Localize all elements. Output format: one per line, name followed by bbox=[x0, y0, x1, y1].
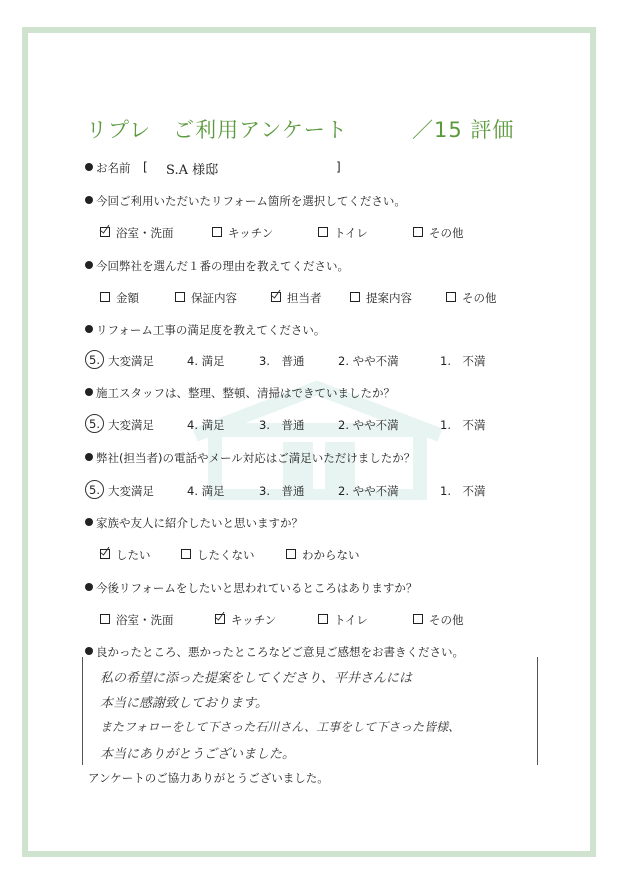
question-satisfaction: リフォーム工事の満足度を教えてください。 bbox=[85, 322, 325, 338]
q4-rating-5[interactable]: 5. bbox=[89, 417, 100, 431]
checkbox[interactable] bbox=[175, 292, 185, 302]
question-recommend: 家族や友人に紹介したいと思いますか？ bbox=[85, 515, 303, 531]
q2-option-proposal[interactable]: 提案内容 bbox=[350, 290, 412, 306]
q1-option-other[interactable]: その他 bbox=[413, 225, 464, 241]
comment-line-1: 私の希望に添った提案をしてくださり、平井さんには bbox=[100, 671, 413, 686]
q7-option-other[interactable]: その他 bbox=[413, 612, 464, 628]
q5-rating-3[interactable]: 3. 普通 bbox=[259, 484, 305, 498]
comment-line-4: 本当にありがとうございました。 bbox=[100, 747, 296, 762]
q5-rating-5[interactable]: 5. bbox=[89, 483, 100, 497]
q5-rating-5-label[interactable]: 大変満足 bbox=[108, 484, 154, 498]
q3-rating-4[interactable]: 4. 満足 bbox=[187, 354, 225, 368]
q5-rating-4[interactable]: 4. 満足 bbox=[187, 484, 225, 498]
q6-option-no[interactable]: したくない bbox=[181, 547, 255, 563]
name-close-bracket: ] bbox=[336, 160, 341, 174]
q1-option-toilet[interactable]: トイレ bbox=[318, 225, 368, 241]
q3-rating-2[interactable]: 2. やや不満 bbox=[338, 354, 399, 368]
name-question: お名前 bbox=[85, 160, 131, 176]
q4-rating-3[interactable]: 3. 普通 bbox=[259, 418, 305, 432]
q5-rating-2[interactable]: 2. やや不満 bbox=[338, 484, 399, 498]
checkbox[interactable] bbox=[286, 549, 296, 559]
title-main: リプレ ご利用アンケート bbox=[86, 118, 348, 142]
checkbox[interactable] bbox=[100, 292, 110, 302]
checkbox[interactable] bbox=[271, 292, 281, 302]
title-score: ／15 評価 bbox=[412, 118, 515, 142]
question-reason: 今回弊社を選んだ１番の理由を教えてください。 bbox=[85, 258, 349, 274]
question-communication: 弊社(担当者)の電話やメール対応はご満足いただけましたか？ bbox=[85, 450, 415, 466]
question-comments: 良かったところ、悪かったところなどご意見ご感想をお書きください。 bbox=[85, 644, 464, 660]
checkbox[interactable] bbox=[100, 227, 110, 237]
q5-rating-1[interactable]: 1. 不満 bbox=[440, 484, 486, 498]
checkbox[interactable] bbox=[181, 549, 191, 559]
survey-title bbox=[86, 114, 515, 144]
q6-option-unsure[interactable]: わからない bbox=[286, 547, 360, 563]
question-staff-tidiness: 施工スタッフは、整理、整頓、清掃はできていましたか？ bbox=[85, 385, 395, 401]
name-open-bracket: [ bbox=[143, 160, 148, 174]
q2-option-other[interactable]: その他 bbox=[446, 290, 497, 306]
q3-rating-1[interactable]: 1. 不満 bbox=[440, 354, 486, 368]
checkbox[interactable] bbox=[212, 227, 222, 237]
checkbox[interactable] bbox=[100, 614, 110, 624]
q1-option-kitchen[interactable]: キッチン bbox=[212, 225, 273, 241]
name-value: S.A 様邸 bbox=[166, 163, 219, 178]
checkbox[interactable] bbox=[350, 292, 360, 302]
closing-message: アンケートのご協力ありがとうございました。 bbox=[88, 771, 329, 785]
q4-rating-4[interactable]: 4. 満足 bbox=[187, 418, 225, 432]
q7-option-kitchen[interactable]: キッチン bbox=[215, 612, 276, 628]
q4-rating-5-label[interactable]: 大変満足 bbox=[108, 418, 154, 432]
q3-rating-5-label[interactable]: 大変満足 bbox=[108, 354, 154, 368]
question-future-reform: 今後リフォームをしたいと思われているところはありますか？ bbox=[85, 580, 417, 596]
comment-line-2: 本当に感謝致しております。 bbox=[100, 696, 268, 711]
q2-option-staff[interactable]: 担当者 bbox=[271, 290, 322, 306]
checkbox[interactable] bbox=[215, 614, 225, 624]
q3-rating-5[interactable]: 5. bbox=[89, 353, 100, 367]
q7-option-toilet[interactable]: トイレ bbox=[318, 612, 368, 628]
q4-rating-1[interactable]: 1. 不満 bbox=[440, 418, 486, 432]
checkbox[interactable] bbox=[318, 614, 328, 624]
checkbox[interactable] bbox=[318, 227, 328, 237]
q2-option-warranty[interactable]: 保証内容 bbox=[175, 290, 237, 306]
q2-option-price[interactable]: 金額 bbox=[100, 290, 139, 306]
q3-rating-3[interactable]: 3. 普通 bbox=[259, 354, 305, 368]
q1-option-bathroom[interactable]: 浴室・洗面 bbox=[100, 225, 174, 241]
q7-option-bathroom[interactable]: 浴室・洗面 bbox=[100, 612, 174, 628]
checkbox[interactable] bbox=[413, 614, 423, 624]
checkbox[interactable] bbox=[446, 292, 456, 302]
question-location: 今回ご利用いただいたリフォーム箇所を選択してください。 bbox=[85, 193, 406, 209]
q4-rating-2[interactable]: 2. やや不満 bbox=[338, 418, 399, 432]
checkbox[interactable] bbox=[413, 227, 423, 237]
comment-line-3: またフォローをして下さった石川さん、工事をして下さった皆様、 bbox=[100, 720, 461, 734]
q6-option-yes[interactable]: したい bbox=[100, 547, 151, 563]
checkbox[interactable] bbox=[100, 549, 110, 559]
